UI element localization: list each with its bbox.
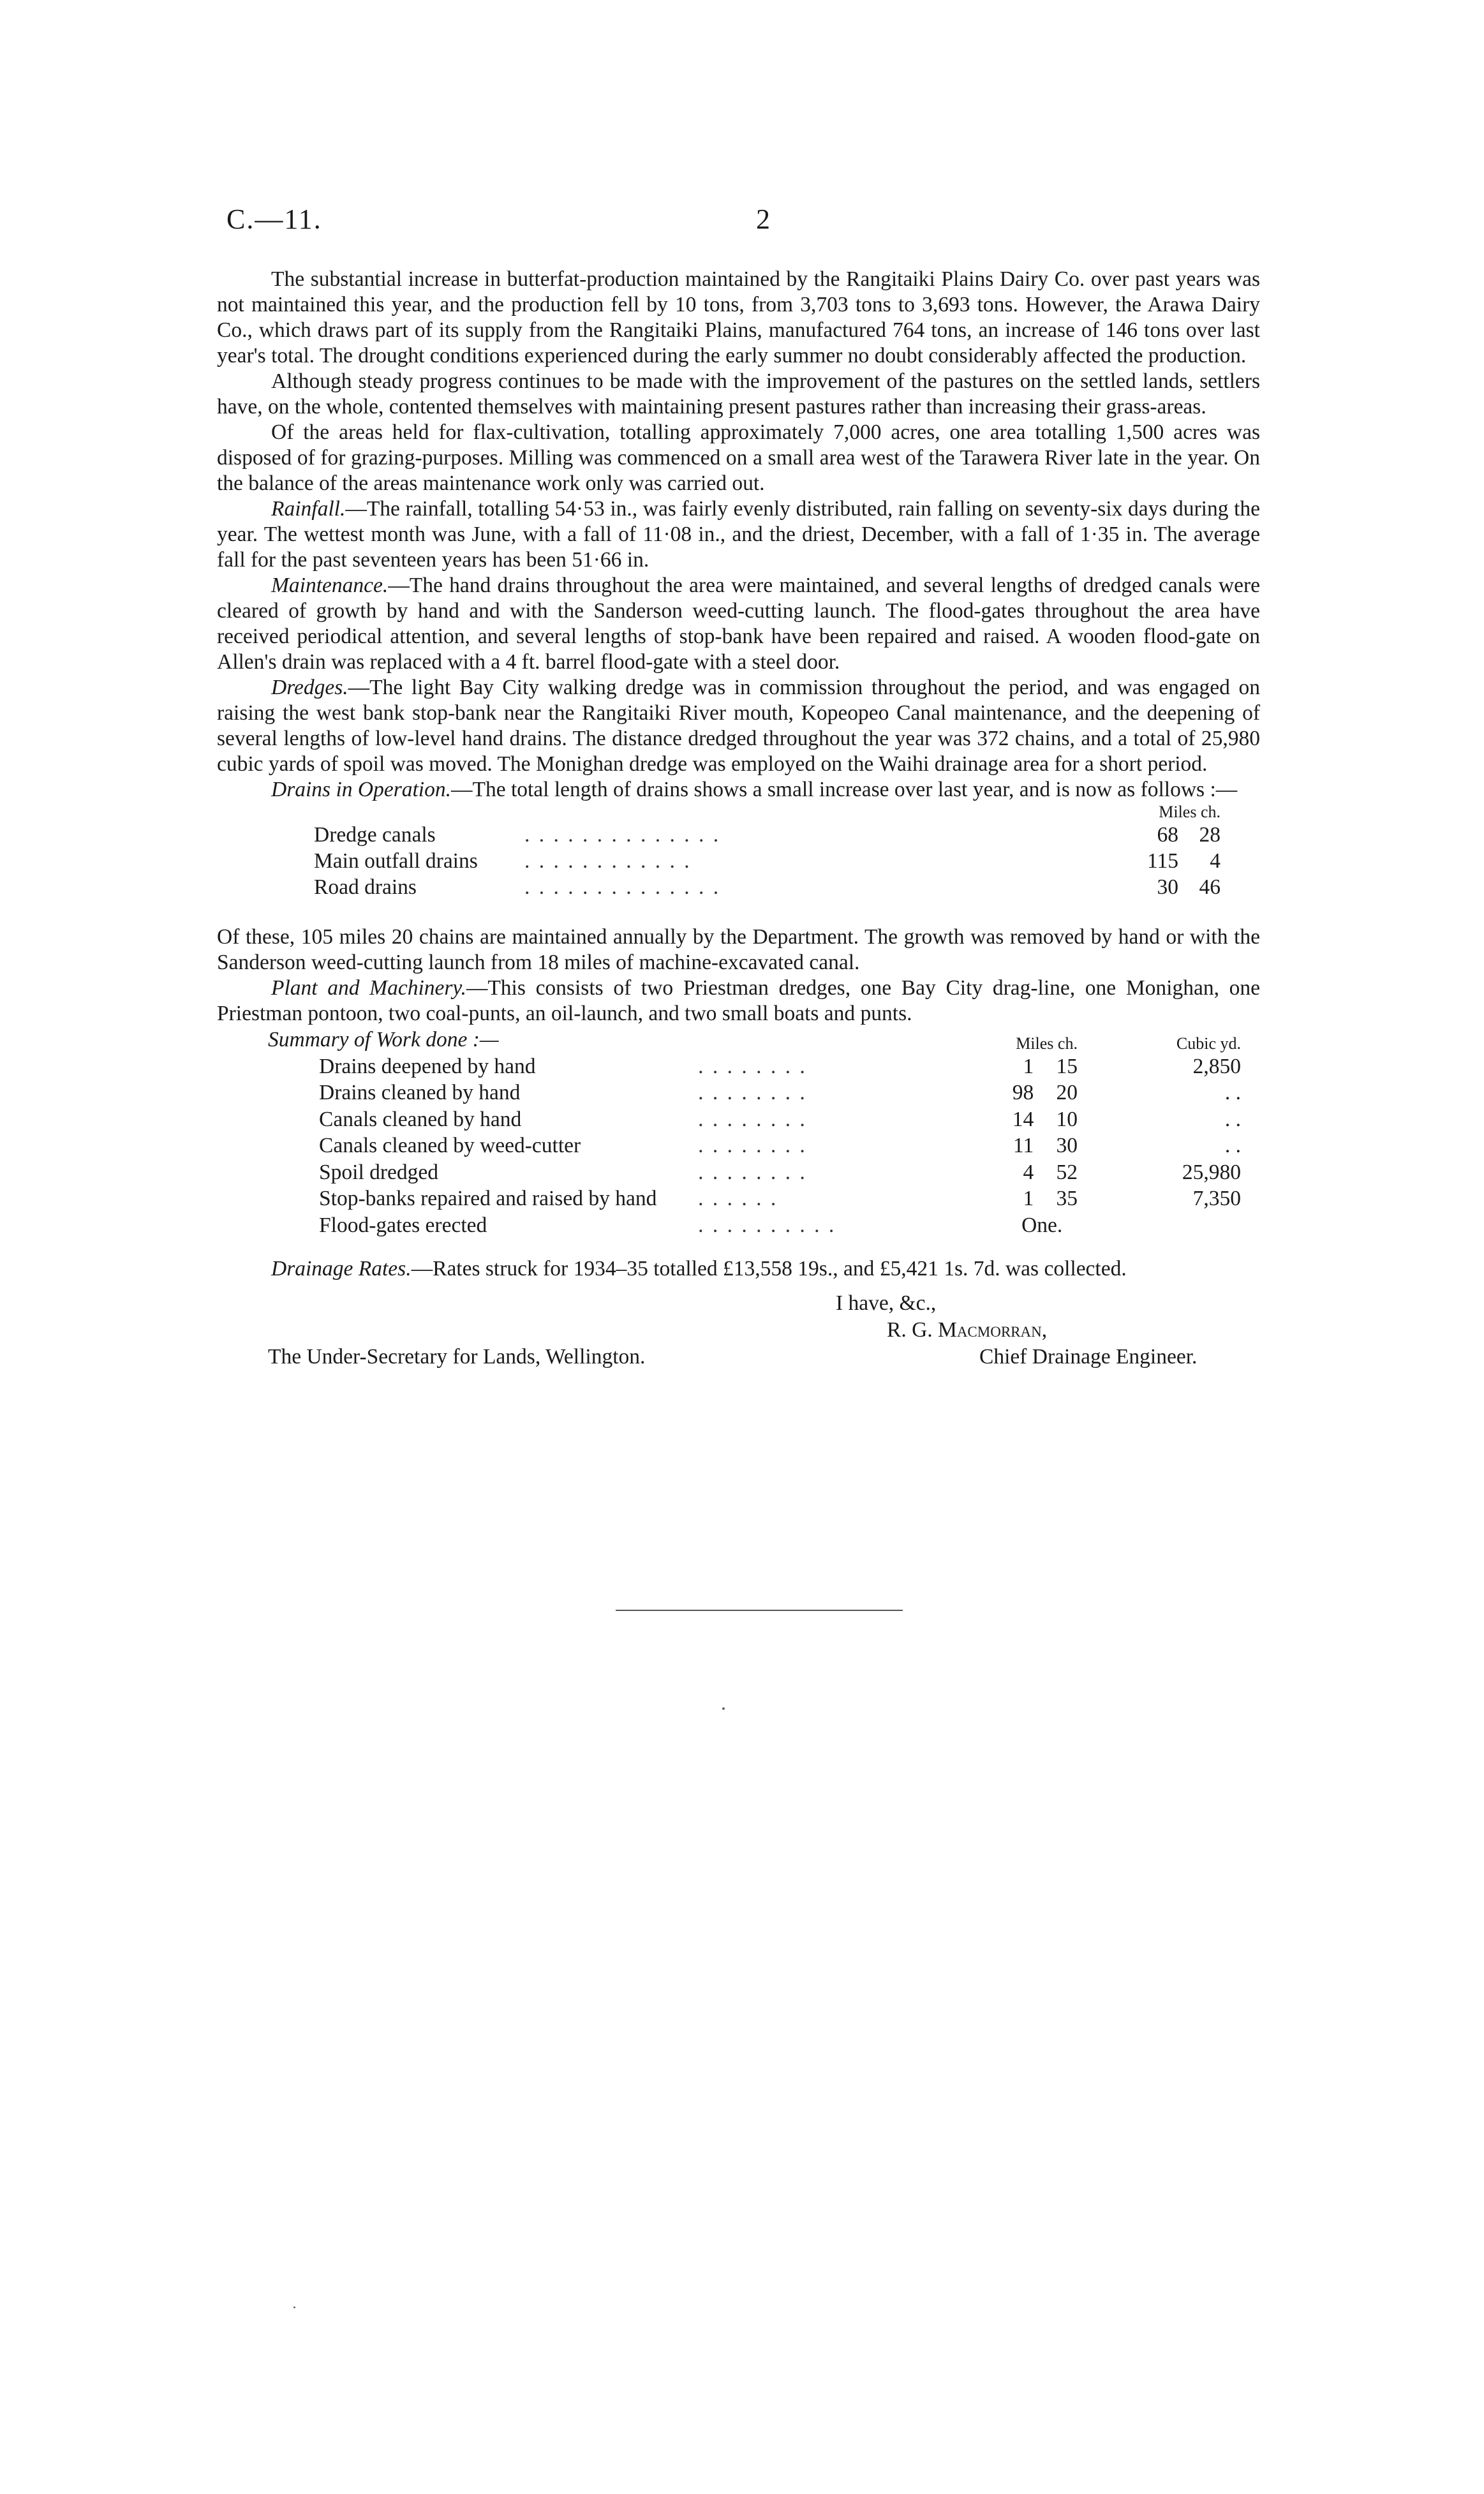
summary-row-miles: One.: [1021, 1213, 1063, 1237]
summary-row-label: Stop-banks repaired and raised by hand: [319, 1187, 657, 1210]
rates-text: —Rates struck for 1934–35 totalled £13,558 19s., and £5,421 1s. 7d. was collected.: [411, 1257, 1127, 1280]
table-row: [268, 1080, 1260, 1106]
body-text: [217, 267, 1260, 1399]
paragraph-maintenance: [217, 573, 1260, 675]
table-row: [268, 1159, 1260, 1186]
summary-table: [268, 1027, 1260, 1238]
table-row: [268, 1132, 1260, 1159]
drains-text: —The total length of drains shows a small increase over last year, and is now as follows :—: [450, 778, 1238, 801]
drains-table-header: [314, 803, 1221, 822]
summary-row-miles: 4: [1023, 1160, 1034, 1184]
paragraph-pastures: Although steady progress continues to be made with the improvement of the pastures on the settled lands, settlers have, on the whole, contented themselves with maintaining present pastures rather than increasing their grass-areas.: [217, 369, 1260, 419]
leader-dots: . . . . . . . . . . . .: [524, 849, 692, 873]
summary-row-label: Drains deepened by hand: [319, 1054, 536, 1078]
summary-table-header: [268, 1027, 1260, 1053]
rates-heading: Drainage Rates.: [271, 1257, 412, 1280]
leader-dots: . . . . . . . .: [698, 1134, 807, 1157]
leader-dots: . . . . . . . .: [698, 1160, 807, 1184]
rainfall-heading: Rainfall.: [271, 497, 346, 521]
dredges-heading: Dredges.: [271, 676, 348, 699]
print-speck: [293, 2306, 295, 2308]
summary-row-label: Flood-gates erected: [319, 1213, 487, 1237]
table-row: [314, 874, 1221, 900]
leader-dots: . . . . . .: [698, 1187, 778, 1210]
summary-row-label: Spoil dredged: [319, 1160, 439, 1184]
paragraph-drainage-rates: [217, 1256, 1260, 1282]
summary-row-cubic: 7,350: [1192, 1187, 1241, 1210]
drains-row-miles: 30: [1157, 875, 1178, 899]
paragraph-drains-in-operation: [217, 777, 1260, 803]
closing-line: I have, &c.,: [836, 1291, 937, 1315]
summary-row-chains: 30: [1056, 1134, 1078, 1157]
dredges-text: —The light Bay City walking dredge was in commission throughout the period, and was engaged on raising the west bank stop-bank near the Rangitaiki River mouth, Kopeopeo Canal maintenance, and the deepening of several lengths of low-level hand drains. The distance dredged throughout the year was 372 chains, and a total of 25,980 cubic yards of spoil was moved. The Monighan dredge was employed on the Waihi drainage area for a short period.: [217, 676, 1260, 776]
paragraph-rainfall: [217, 496, 1260, 573]
summary-row-miles: 1: [1023, 1054, 1034, 1078]
summary-row-miles: 14: [1012, 1107, 1034, 1131]
summary-col-cubic: Cubic yd.: [1176, 1034, 1241, 1053]
summary-row-cubic: 25,980: [1182, 1160, 1241, 1184]
leader-dots: . . . . . . . .: [698, 1081, 807, 1104]
summary-row-cubic: 2,850: [1192, 1054, 1241, 1078]
table-row: [314, 822, 1221, 848]
maintenance-heading: Maintenance.: [271, 574, 389, 597]
summary-row-chains: 10: [1056, 1107, 1078, 1131]
summary-row-miles: 98: [1012, 1081, 1034, 1104]
summary-row-chains: 20: [1056, 1081, 1078, 1104]
summary-row-miles: 1: [1023, 1187, 1034, 1210]
drains-col-header: Miles ch.: [1159, 803, 1221, 821]
summary-row-cubic: . .: [1224, 1134, 1241, 1157]
paragraph-maintained-annually: Of these, 105 miles 20 chains are maintained annually by the Department. The growth was removed by hand or with the Sanderson weed-cutting launch from 18 miles of machine-excavated canal.: [217, 925, 1260, 974]
paragraph-butterfat: The substantial increase in butterfat-production maintained by the Rangitaiki Plains Dairy Co. over past years was not maintained this year, and the production fell by 10 tons, from 3,703 tons to 3,693 tons. However, the Arawa Dairy Co., which draws part of its supply from the Rangitaiki Plains, manufactured 764 tons, an increase of 146 tons over last year's total. The drought conditions experienced during the early summer no doubt considerably affected the production.: [217, 267, 1260, 367]
maintenance-text: —The hand drains throughout the area were maintained, and several lengths of dredged canals were cleared of growth by hand and with the Sanderson weed-cutting launch. The flood-gates throughout the area have received periodical attention, and several lengths of stop-bank have been repaired and raised. A wooden flood-gate on Allen's drain was replaced with a 4 ft. barrel flood-gate with a steel door.: [217, 574, 1260, 674]
summary-heading: Summary of Work done :—: [268, 1028, 499, 1051]
page-header: [226, 203, 1257, 241]
table-row: [268, 1106, 1260, 1133]
summary-row-cubic: . .: [1224, 1081, 1241, 1104]
rainfall-text: —The rainfall, totalling 54·53 in., was fairly evenly distributed, rain falling on seventy-six days during the year. The wettest month was June, with a fall of 11·08 in., and the driest, December, with a fall of 1·35 in. The average fall for the past seventeen years has been 51·66 in.: [217, 497, 1260, 572]
summary-row-miles: 11: [1013, 1134, 1034, 1157]
table-row: [268, 1212, 1260, 1239]
summary-row-cubic: . .: [1224, 1107, 1241, 1131]
drains-row-chains: 28: [1199, 823, 1221, 847]
leader-dots: . . . . . . . . . .: [698, 1213, 836, 1237]
drains-row-miles: 68: [1157, 823, 1178, 847]
leader-dots: . . . . . . . . . . . . . .: [524, 875, 721, 899]
summary-row-label: Drains cleaned by hand: [319, 1081, 521, 1104]
summary-row-chains: 35: [1056, 1187, 1078, 1210]
summary-row-chains: 52: [1056, 1160, 1078, 1184]
leader-dots: . . . . . . . .: [698, 1054, 807, 1078]
summary-row-cubic: [1078, 1212, 1260, 1239]
paragraph-flax: Of the areas held for flax-cultivation, totalling approximately 7,000 acres, one area totalling 1,500 acres was disposed of for grazing-purposes. Milling was commenced on a small area west of the Tarawera River late in the year. On the balance of the areas maintenance work only was carried out.: [217, 420, 1260, 495]
summary-row-label: Canals cleaned by hand: [319, 1107, 522, 1131]
leader-dots: . . . . . . . . . . . . . .: [524, 823, 721, 847]
signatory-name: R. G. Macmorran,: [887, 1318, 1048, 1342]
table-row: [268, 1185, 1260, 1212]
paragraph-dredges: [217, 675, 1260, 777]
table-row: [268, 1053, 1260, 1080]
addressee: The Under-Secretary for Lands, Wellington.: [268, 1345, 646, 1369]
plant-text: —This consists of two Priestman dredges, one Bay City drag-line, one Monighan, one Priestman pontoon, two coal-punts, an oil-launch, and two small boats and punts.: [217, 976, 1260, 1025]
drains-row-label: Road drains: [314, 875, 417, 899]
plant-heading: Plant and Machinery.: [271, 976, 466, 1000]
drains-row-label: Main outfall drains: [314, 849, 478, 873]
drains-row-chains: 4: [1210, 849, 1221, 873]
drains-row-chains: 46: [1199, 875, 1221, 899]
drains-row-miles: 115: [1146, 849, 1178, 873]
signoff-block: [217, 1291, 1260, 1399]
summary-row-chains: 15: [1056, 1054, 1078, 1078]
document-reference: C.—11.: [226, 204, 322, 235]
drains-heading: Drains in Operation.: [271, 778, 451, 801]
drains-table: [314, 803, 1221, 900]
table-row: [314, 848, 1221, 874]
summary-col-miles: Miles ch.: [1016, 1034, 1078, 1053]
summary-row-label: Canals cleaned by weed-cutter: [319, 1134, 581, 1157]
end-rule-divider: [616, 1610, 903, 1611]
print-speck: [722, 1707, 725, 1710]
drains-row-label: Dredge canals: [314, 823, 436, 847]
leader-dots: . . . . . . . .: [698, 1107, 807, 1131]
paragraph-plant: [217, 976, 1260, 1027]
signatory-title: Chief Drainage Engineer.: [979, 1345, 1198, 1369]
page-number: 2: [756, 204, 770, 235]
